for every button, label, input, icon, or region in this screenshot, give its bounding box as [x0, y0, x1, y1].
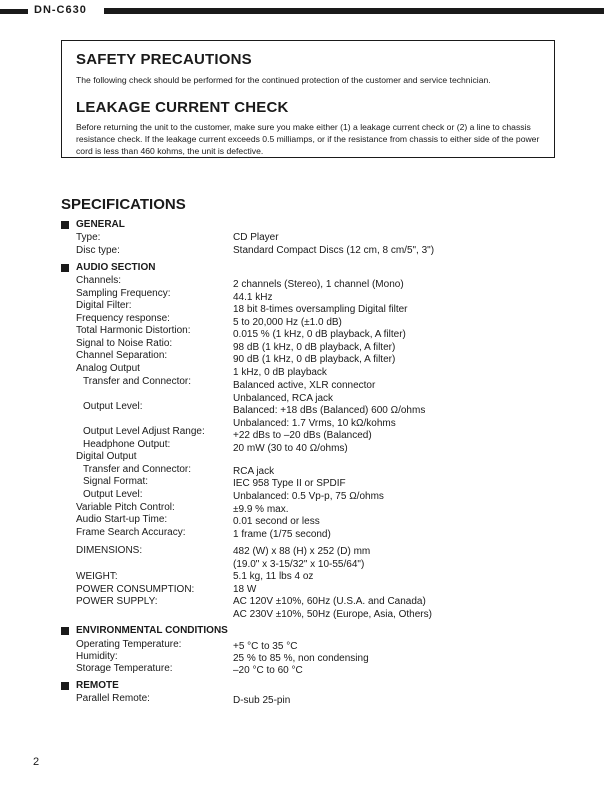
spec-value: Unbalanced: 1.7 Vrms, 10 kΩ/kohms [233, 418, 396, 429]
bullet-square-icon [61, 264, 69, 272]
spec-value: Balanced: +18 dBs (Balanced) 600 Ω/ohms [233, 405, 426, 416]
bullet-square-icon [61, 682, 69, 690]
spec-value: 5 to 20,000 Hz (±1.0 dB) [233, 317, 342, 328]
spec-label: Signal Format: [83, 476, 149, 487]
spec-value: 1 kHz, 0 dB playback [233, 367, 327, 378]
specifications-title: SPECIFICATIONS [61, 196, 186, 213]
spec-value: AC 230V ±10%, 50Hz (Europe, Asia, Others) [233, 609, 432, 620]
spec-label: POWER CONSUMPTION: [76, 584, 195, 595]
spec-value: 44.1 kHz [233, 292, 273, 303]
spec-value: +22 dBs to –20 dBs (Balanced) [233, 430, 372, 441]
spec-value: 5.1 kg, 11 lbs 4 oz [233, 571, 314, 582]
spec-value: RCA jack [233, 466, 275, 477]
spec-value: D-sub 25-pin [233, 695, 291, 706]
spec-label: Disc type: [76, 245, 120, 256]
spec-label: Output Level: [83, 489, 143, 500]
spec-label: POWER SUPPLY: [76, 596, 158, 607]
spec-value: 2 channels (Stereo), 1 channel (Mono) [233, 279, 404, 290]
spec-value: 482 (W) x 88 (H) x 252 (D) mm [233, 546, 371, 557]
spec-label: Operating Temperature: [76, 639, 182, 650]
spec-label: Digital Filter: [76, 300, 132, 311]
spec-label: Variable Pitch Control: [76, 502, 175, 513]
spec-label: Output Level Adjust Range: [83, 426, 205, 437]
spec-value: 90 dB (1 kHz, 0 dB playback, A filter) [233, 354, 396, 365]
spec-value: Unbalanced: 0.5 Vp-p, 75 Ω/ohms [233, 491, 384, 502]
spec-value: 98 dB (1 kHz, 0 dB playback, A filter) [233, 342, 396, 353]
safety-text: The following check should be performed for the continued protection of the customer and service technician. [76, 75, 491, 85]
spec-value: 18 W [233, 584, 257, 595]
spec-label: Transfer and Connector: [83, 376, 192, 387]
bullet-square-icon [61, 627, 69, 635]
spec-value: IEC 958 Type II or SPDIF [233, 478, 346, 489]
model-name: DN-C630 [34, 4, 87, 16]
spec-value: Unbalanced, RCA jack [233, 393, 334, 404]
spec-label: Signal to Noise Ratio: [76, 338, 173, 349]
spec-value: 0.01 second or less [233, 516, 320, 527]
spec-value: –20 °C to 60 °C [233, 665, 303, 676]
page-header [0, 0, 612, 22]
spec-label: Total Harmonic Distortion: [76, 325, 191, 336]
leakage-text: Before returning the unit to the customer, make sure you make either (1) a leakage current check or (2) a line to chassis resistance check. If the leakage current exceeds 0.5 milliamps, or if the resistance from chassis to either side of the power cord is less than 460 kohms, the unit is defective. [76, 122, 540, 156]
header-rule-left [0, 9, 28, 14]
spec-value: 0.015 % (1 kHz, 0 dB playback, A filter) [233, 329, 406, 340]
spec-label: Type: [76, 232, 101, 243]
spec-value: +5 °C to 35 °C [233, 641, 298, 652]
spec-value: CD Player [233, 232, 279, 243]
spec-label: WEIGHT: [76, 571, 118, 582]
spec-value: 25 % to 85 %, non condensing [233, 653, 369, 664]
spec-label: Analog Output [76, 363, 140, 374]
spec-value: AC 120V ±10%, 60Hz (U.S.A. and Canada) [233, 596, 426, 607]
spec-label: DIMENSIONS: [76, 545, 143, 556]
spec-label: Frequency response: [76, 313, 170, 324]
spec-value: 18 bit 8-times oversampling Digital filter [233, 304, 408, 315]
spec-label: Humidity: [76, 651, 118, 662]
spec-label: Headphone Output: [83, 439, 171, 450]
spec-label: Transfer and Connector: [83, 464, 192, 475]
spec-label: Digital Output [76, 451, 137, 462]
page-number: 2 [33, 756, 40, 768]
bullet-square-icon [61, 221, 69, 229]
spec-value: Standard Compact Discs (12 cm, 8 cm/5", 3") [233, 245, 435, 256]
safety-precautions-box [61, 40, 555, 158]
spec-label: Parallel Remote: [76, 693, 150, 704]
spec-value: 1 frame (1/75 second) [233, 529, 331, 540]
spec-label: Audio Start-up Time: [76, 514, 168, 525]
spec-label: Storage Temperature: [76, 663, 173, 674]
spec-value: ±9.9 % max. [233, 504, 289, 515]
spec-label: Channel Separation: [76, 350, 168, 361]
spec-label: Output Level: [83, 401, 143, 412]
spec-value: 20 mW (30 to 40 Ω/ohms) [233, 443, 348, 454]
safety-title: SAFETY PRECAUTIONS [76, 51, 252, 68]
header-rule [104, 8, 604, 14]
spec-value: (19.0" x 3-15/32" x 10-55/64") [233, 559, 365, 570]
spec-label: Sampling Frequency: [76, 288, 171, 299]
spec-label: Frame Search Accuracy: [76, 527, 186, 538]
spec-value: Balanced active, XLR connector [233, 380, 376, 391]
spec-label: Channels: [76, 275, 122, 286]
leakage-title: LEAKAGE CURRENT CHECK [76, 99, 289, 116]
